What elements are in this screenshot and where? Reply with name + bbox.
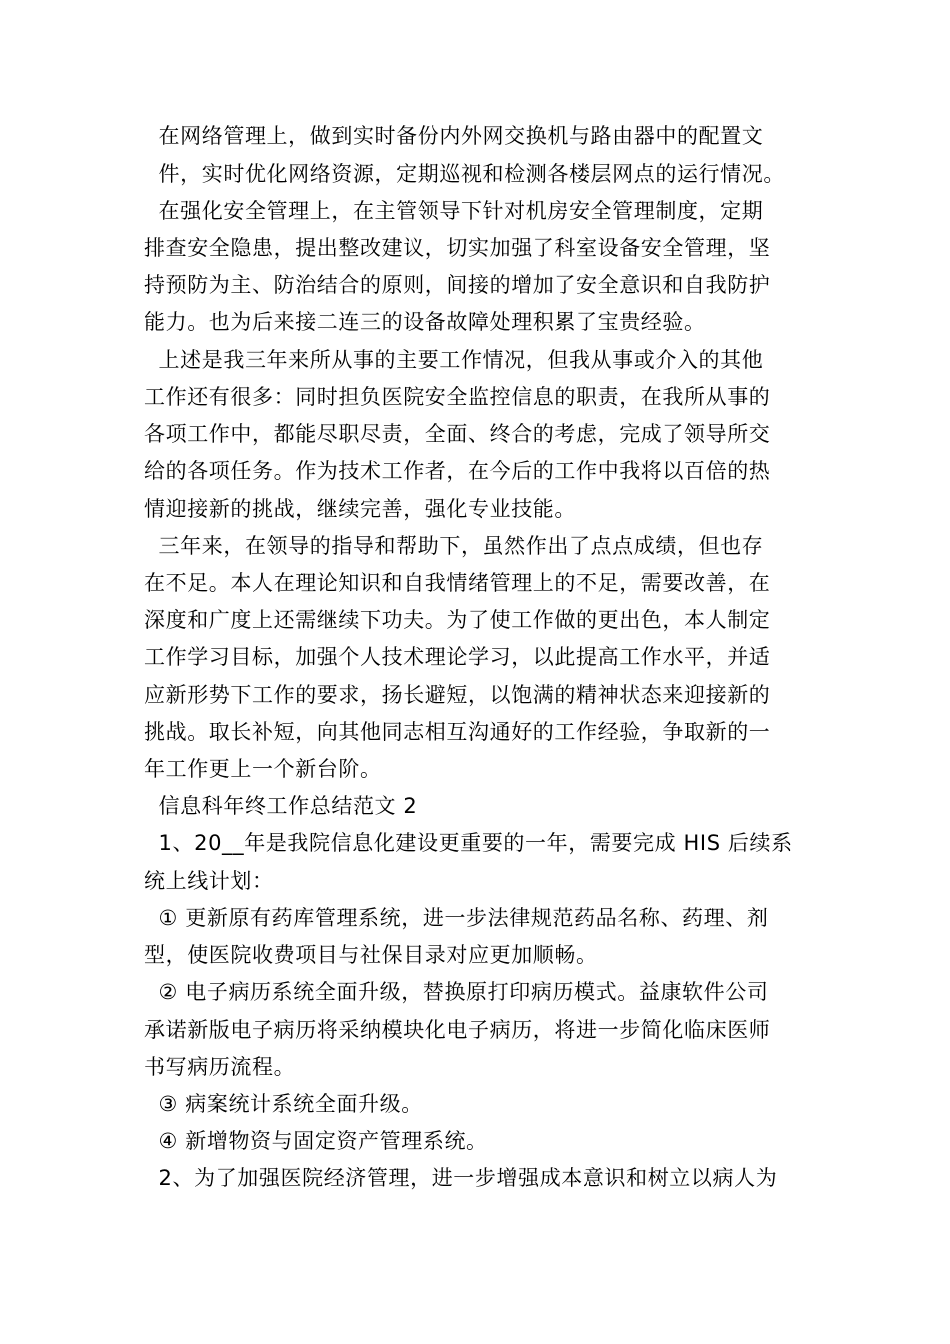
text-line: 在不足。本人在理论知识和自我情绪管理上的不足，需要改善，在: [144, 571, 771, 595]
text-line: 统上线计划：: [144, 869, 274, 893]
text-line: 深度和广度上还需继续下功夫。为了使工作做的更出色，本人制定: [144, 608, 771, 632]
list-item: ④ 新增物资与固定资产管理系统。: [144, 1129, 488, 1153]
text-line: 各项工作中，都能尽职尽责，全面、终合的考虑，完成了领导所交: [144, 422, 771, 446]
text-line: 型，使医院收费项目与社保目录对应更加顺畅。: [144, 943, 598, 967]
text-line: 书写病历流程。: [144, 1055, 296, 1079]
text-line: 1、20__年是我院信息化建设更重要的一年，需要完成 HIS 后续系: [144, 831, 793, 855]
text-line: 持预防为主、防治结合的原则，间接的增加了安全意识和自我防护: [144, 273, 771, 297]
text-line: 排查安全隐患，提出整改建议，切实加强了科室设备安全管理，坚: [144, 236, 771, 260]
list-item: ② 电子病历系统全面升级，替换原打印病历模式。益康软件公司: [144, 980, 769, 1004]
text-line: 能力。也为后来接二连三的设备故障处理积累了宝贵经验。: [144, 310, 706, 334]
text-line: 情迎接新的挑战，继续完善，强化专业技能。: [144, 497, 576, 521]
text-line: 年工作更上一个新台阶。: [144, 757, 382, 781]
text-line: 在网络管理上，做到实时备份内外网交换机与路由器中的配置文: [144, 124, 764, 148]
text-line: 2、为了加强医院经济管理，进一步增强成本意识和树立以病人为: [144, 1166, 778, 1190]
text-line: 承诺新版电子病历将采纳模块化电子病历，将进一步简化临床医师: [144, 1018, 771, 1042]
text-line: 上述是我三年来所从事的主要工作情况，但我从事或介入的其他: [144, 348, 764, 372]
list-item: ① 更新原有药库管理系统，进一步法律规范药品名称、药理、剂: [144, 906, 769, 930]
section-heading: 信息科年终工作总结范文 2: [144, 794, 418, 818]
text-line: 工作学习目标，加强个人技术理论学习，以此提高工作水平，并适: [144, 645, 771, 669]
text-line: 挑战。取长补短，向其他同志相互沟通好的工作经验，争取新的一: [144, 720, 771, 744]
list-item: ③ 病案统计系统全面升级。: [144, 1092, 423, 1116]
text-line: 件，实时优化网络资源，定期巡视和检测各楼层网点的运行情况。: [144, 162, 785, 186]
text-line: 工作还有很多：同时担负医院安全监控信息的职责，在我所从事的: [144, 385, 771, 409]
text-line: 应新形势下工作的要求，扬长避短，以饱满的精神状态来迎接新的: [144, 683, 771, 707]
text-line: 三年来，在领导的指导和帮助下，虽然作出了点点成绩，但也存: [144, 534, 764, 558]
text-line: 在强化安全管理上，在主管领导下针对机房安全管理制度，定期: [144, 199, 764, 223]
text-line: 给的各项任务。作为技术工作者，在今后的工作中我将以百倍的热: [144, 459, 771, 483]
